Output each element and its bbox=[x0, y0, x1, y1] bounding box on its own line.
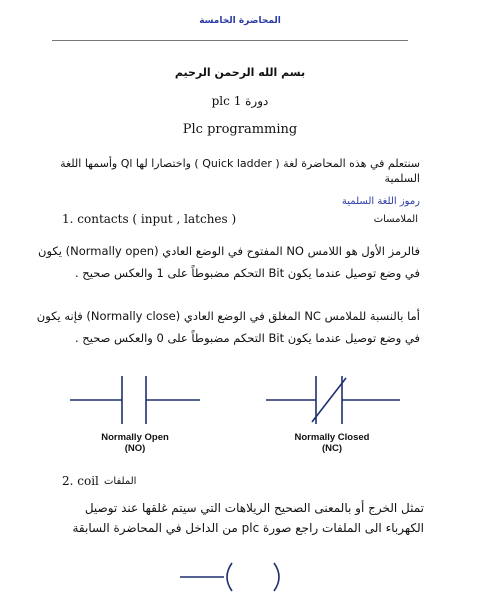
contacts-diagram bbox=[60, 370, 420, 460]
coil-right-arc bbox=[274, 563, 279, 591]
coil-left-arc bbox=[227, 563, 232, 591]
normally-open-label-line1: Normally Open bbox=[101, 432, 169, 443]
nc-slash bbox=[312, 378, 346, 422]
normally-closed-label-line1: Normally Closed bbox=[294, 432, 370, 443]
section-contacts-title: 1. contacts ( input , latches ) bbox=[62, 212, 237, 226]
course-line: دورة 1 plc bbox=[211, 94, 269, 108]
intro-paragraph: سنتعلم في هذه المحاضرة لغة ( Quick ladder ) واختصارا لها Ql وأسمها اللغة السلمية bbox=[60, 157, 420, 185]
header-divider bbox=[52, 40, 408, 41]
main-title: Plc programming bbox=[182, 122, 298, 137]
normally-closed-label bbox=[272, 432, 392, 454]
coil-paragraph: تمثل الخرج أو بالمعنى الصحيح الريلاهات التي سيتم غلقها عند توصيل الكهرباء الى الملفات راجع صورة plc من الداخل في المحاضرة السابقة bbox=[72, 501, 424, 535]
section-coil-title: 2. coil bbox=[62, 474, 99, 488]
section-contacts-arabic: الملامسات bbox=[373, 214, 418, 225]
symbols-heading: رموز اللغة السلمية bbox=[341, 196, 420, 207]
basmala: بسم الله الرحمن الرحيم bbox=[174, 66, 306, 79]
normally-open-label-line2: (NO) bbox=[124, 443, 146, 454]
normally-open-label bbox=[80, 432, 190, 454]
page-header-title: المحاضرة الخامسة bbox=[199, 16, 281, 26]
coil-symbol-svg bbox=[170, 560, 310, 594]
section-coil-arabic: الملفات bbox=[104, 476, 137, 487]
normally-closed-paragraph: أما بالنسبة للملامس NC المغلق في الوضع العادي (Normally close) فإنه يكون في وضع توصيل عندما يكون Bit التحكم مضبوطاً على 0 والعكس صحيح . bbox=[36, 309, 420, 345]
normally-open-paragraph: فالرمز الأول هو اللامس NO المفتوح في الوضع العادي (Normally open) يكون في وضع توصيل عندما يكون Bit التحكم مضبوطاً على 1 والعكس صحيح . bbox=[38, 244, 420, 280]
coil-diagram bbox=[170, 560, 310, 594]
normally-closed-label-line2: (NC) bbox=[321, 443, 343, 454]
